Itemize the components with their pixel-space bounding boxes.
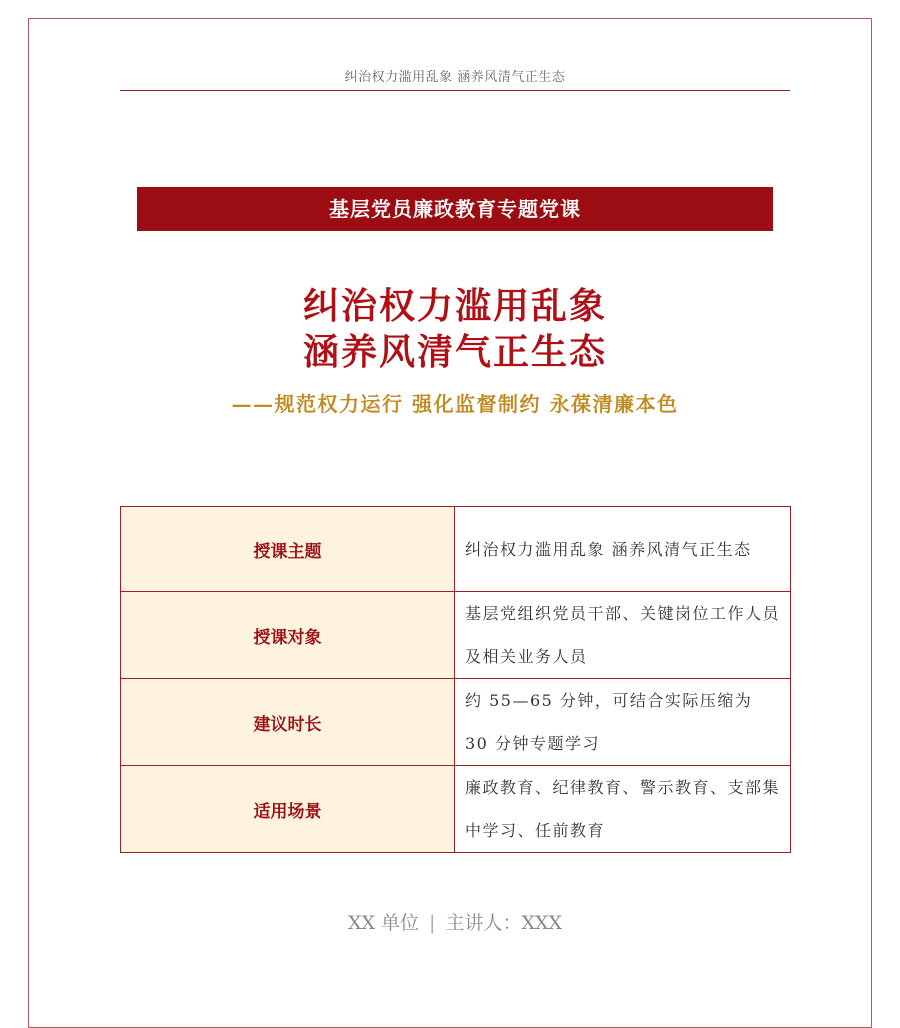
row-label-scenario: 适用场景 bbox=[121, 766, 455, 853]
main-title-line2: 涵养风清气正生态 bbox=[302, 332, 607, 373]
course-info-table bbox=[120, 506, 791, 853]
row-value-audience: 基层党组织党员干部、关键岗位工作人员及相关业务人员 bbox=[455, 592, 791, 679]
footer-unit: XX 单位 bbox=[347, 912, 420, 934]
table-row bbox=[121, 679, 791, 766]
row-label-topic: 授课主题 bbox=[121, 507, 455, 592]
row-value-duration: 约 55—65 分钟，可结合实际压缩为 30 分钟专题学习 bbox=[455, 679, 791, 766]
table-row bbox=[121, 592, 791, 679]
footer-speaker: 主讲人：XXX bbox=[445, 912, 563, 934]
running-header: 纠治权力滥用乱象 涵养风清气正生态 bbox=[344, 70, 566, 85]
table-row bbox=[121, 766, 791, 853]
subtitle: ——规范权力运行 强化监督制约 永葆清廉本色 bbox=[231, 392, 679, 416]
row-value-scenario: 廉政教育、纪律教育、警示教育、支部集中学习、任前教育 bbox=[455, 766, 791, 853]
main-title-line1: 纠治权力滥用乱象 bbox=[302, 286, 607, 327]
row-value-topic: 纠治权力滥用乱象 涵养风清气正生态 bbox=[455, 507, 791, 592]
row-label-audience: 授课对象 bbox=[121, 592, 455, 679]
footer-byline bbox=[120, 908, 790, 935]
footer-separator: | bbox=[429, 912, 436, 934]
table-row bbox=[121, 507, 791, 592]
header-rule bbox=[120, 90, 790, 91]
row-label-duration: 建议时长 bbox=[121, 679, 455, 766]
course-banner: 基层党员廉政教育专题党课 bbox=[137, 187, 773, 231]
